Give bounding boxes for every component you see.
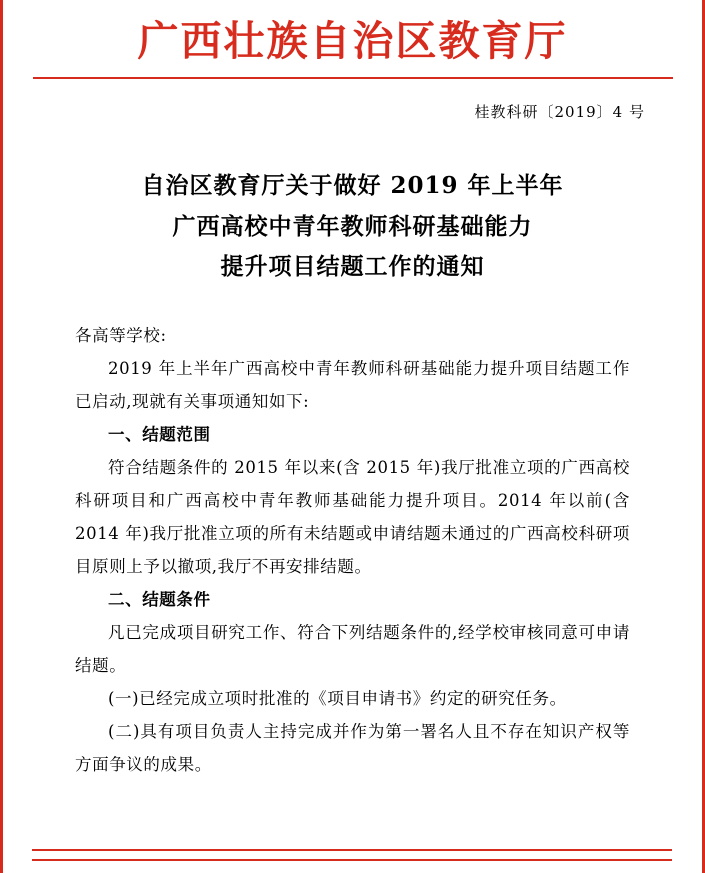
- body-paragraph-intro: 2019 年上半年广西高校中青年教师科研基础能力提升项目结题工作已启动,现就有关事项通知如下:: [75, 359, 630, 411]
- section-heading-conditions: 二、结题条件: [108, 590, 211, 609]
- document-title: [0, 166, 705, 287]
- title-line-2: 广西高校中青年教师科研基础能力: [172, 212, 533, 240]
- title-line-3: 提升项目结题工作的通知: [220, 252, 485, 280]
- body-paragraph-scope: 符合结题条件的 2015 年以来(含 2015 年)我厅批准立项的广西高校科研项目和广西高校中青年教师基础能力提升项目。2014 年以前(含 2014 年)我厅批准立项的所有未结题或申请结题未通过的广西高校科研项目原则上予以撤项,我厅不再安排结题。: [75, 458, 630, 576]
- footer-divider-lower: [32, 859, 672, 861]
- body-paragraph-salutation: 各高等学校:: [75, 326, 167, 345]
- document-masthead: [0, 0, 705, 79]
- document-number: 桂教科研〔2019〕4 号: [474, 103, 645, 122]
- body-paragraph-condition-2: (二)具有项目负责人主持完成并作为第一署名人且不存在知识产权等方面争议的成果。: [75, 722, 630, 774]
- body-paragraph-condition-1: (一)已经完成立项时批准的《项目申请书》约定的研究任务。: [108, 689, 567, 708]
- issuing-authority-title: 广西壮族自治区教育厅: [137, 17, 568, 65]
- masthead-divider: [33, 77, 673, 79]
- section-heading-scope: 一、结题范围: [108, 425, 211, 444]
- body-paragraph-conditions: 凡已完成项目研究工作、符合下列结题条件的,经学校审核同意可申请结题。: [75, 623, 630, 675]
- footer-divider-upper: [32, 849, 672, 851]
- document-body: [75, 319, 630, 781]
- left-border-rule: [0, 0, 3, 873]
- title-line-1: 自治区教育厅关于做好 2019 年上半年: [141, 172, 564, 200]
